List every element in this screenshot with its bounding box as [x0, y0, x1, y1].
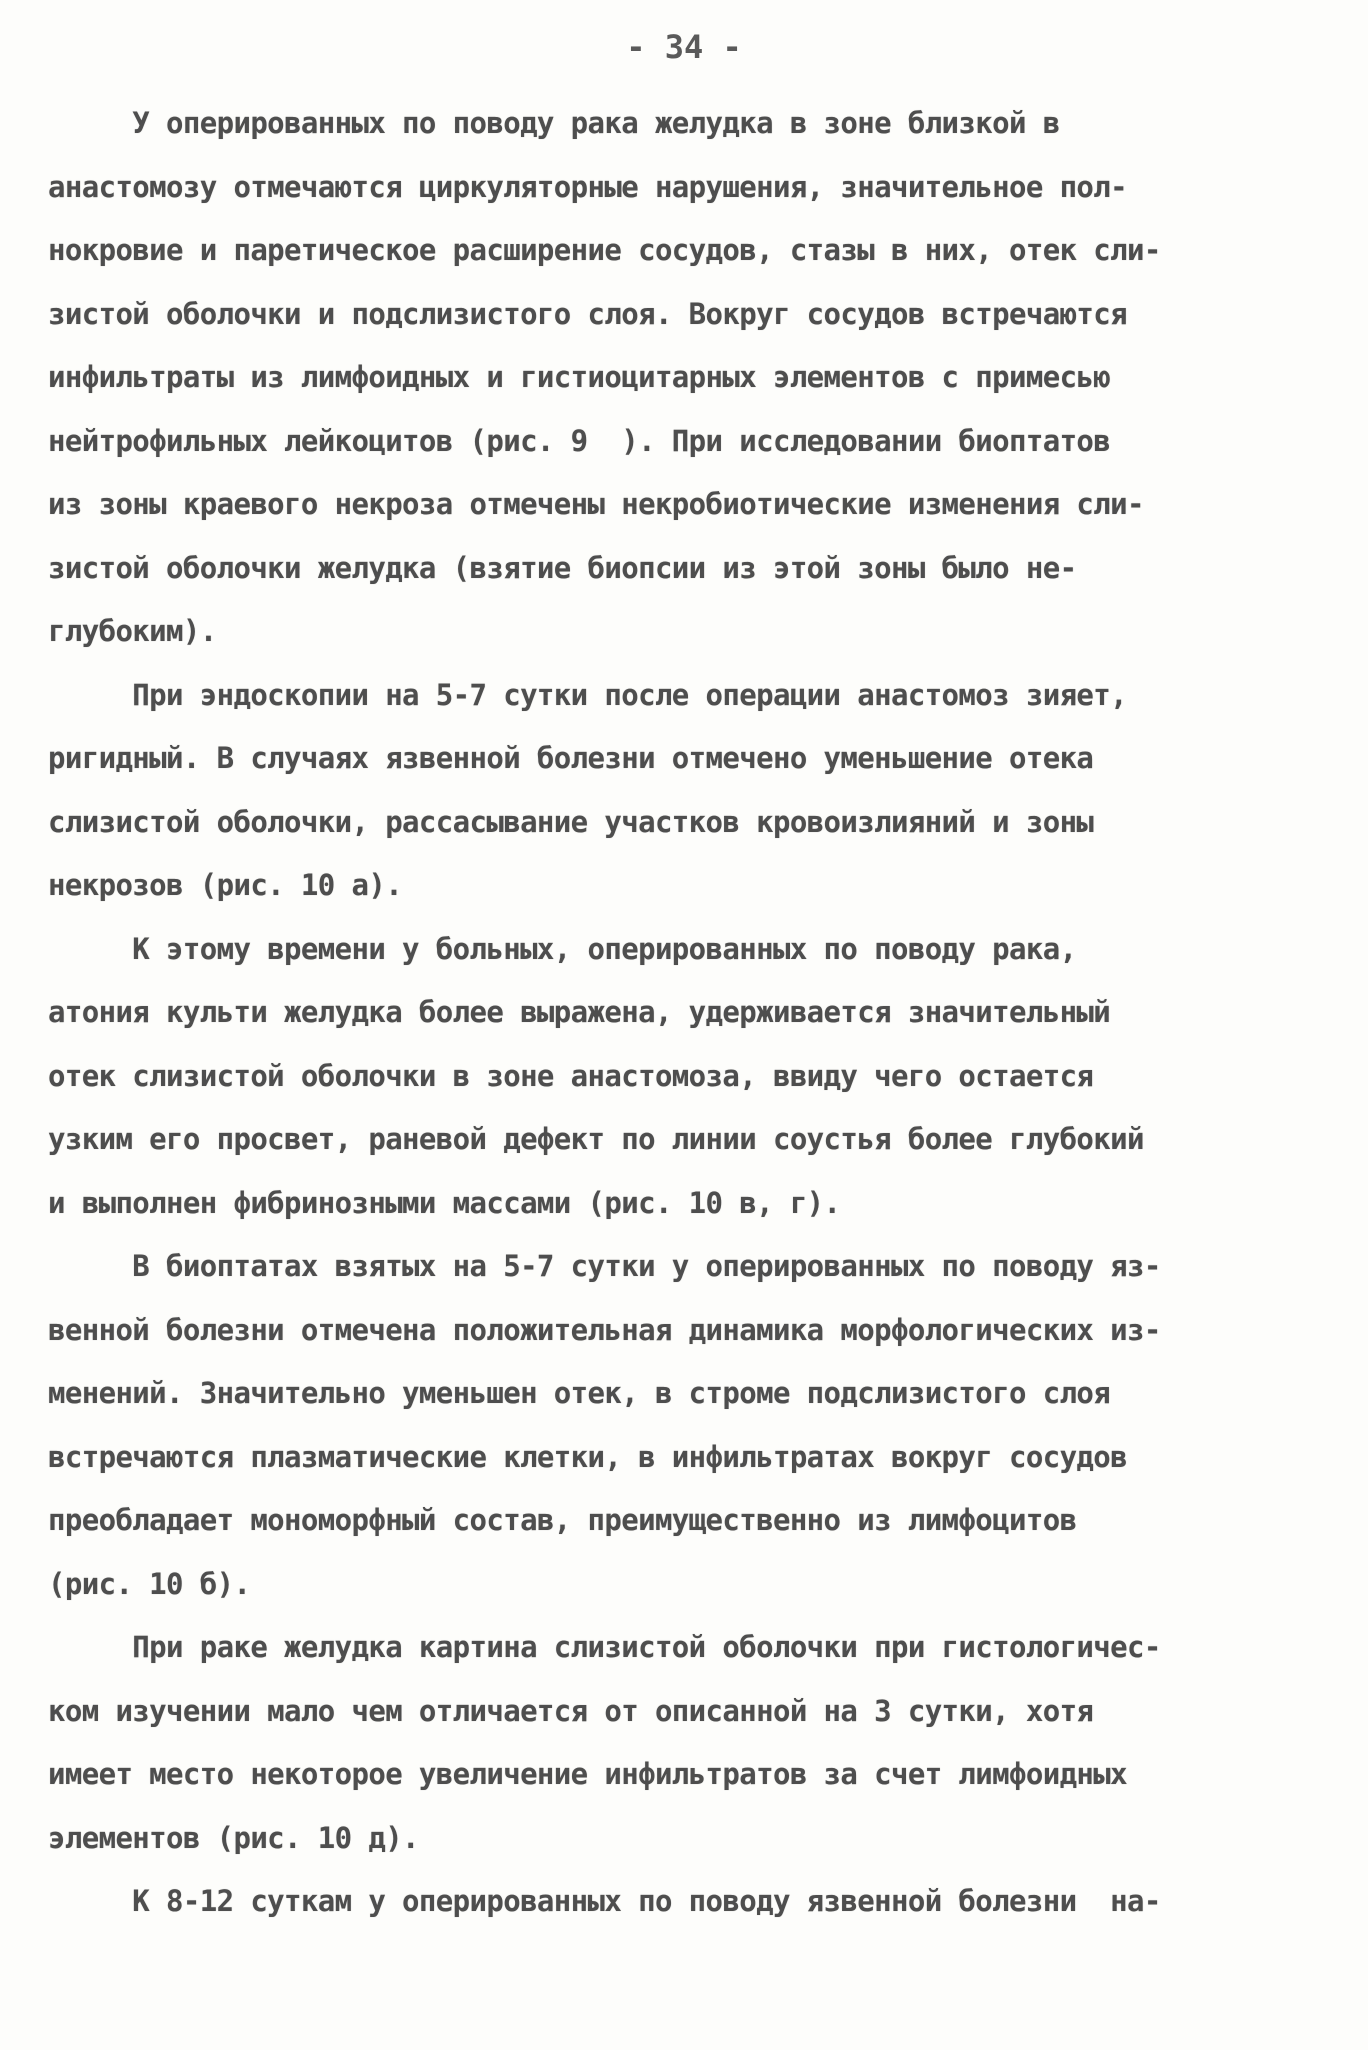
- text-line: зистой оболочки и подслизистого слоя. Вокруг сосудов встречаются: [48, 296, 1128, 331]
- text-line: (рис. 10 б).: [48, 1566, 251, 1601]
- text-line: слизистой оболочки, рассасывание участков кровоизлияний и зоны: [48, 804, 1094, 839]
- page-number: - 34 -: [626, 28, 742, 66]
- text-line: из зоны краевого некроза отмечены некробиотические изменения сли-: [48, 487, 1144, 521]
- text-line: отек слизистой оболочки в зоне анастомоза, ввиду чего остается: [48, 1058, 1094, 1093]
- text-line: менений. Значительно уменьшен отек, в строме подслизистого слоя: [48, 1376, 1111, 1410]
- text-line: преобладает мономорфный состав, преимущественно из лимфоцитов: [48, 1503, 1077, 1537]
- text-line: ригидный. В случаях язвенной болезни отмечено уменьшение отека: [48, 741, 1094, 775]
- text-line: имеет место некоторое увеличение инфильтратов за счет лимфоидных: [48, 1757, 1128, 1791]
- text-line: некрозов (рис. 10 а).: [48, 868, 403, 902]
- text-line: К 8-12 суткам у оперированных по поводу язвенной болезни на-: [48, 1884, 1161, 1918]
- text-line: К этому времени у больных, оперированных по поводу рака,: [48, 931, 1077, 966]
- text-line: встречаются плазматические клетки, в инфильтратах вокруг сосудов: [48, 1439, 1128, 1474]
- text-line: венной болезни отмечена положительная динамика морфологических из-: [48, 1312, 1161, 1347]
- text-line: нейтрофильных лейкоцитов (рис. 9 ). При исследовании биоптатов: [48, 423, 1111, 458]
- text-line: инфильтраты из лимфоидных и гистиоцитарных элементов с примесью: [48, 360, 1111, 394]
- text-line: У оперированных по поводу рака желудка в зоне близкой в: [48, 106, 1060, 140]
- text-line: При раке желудка картина слизистой оболочки при гистологичес-: [48, 1630, 1161, 1664]
- text-line: нокровие и паретическое расширение сосудов, стазы в них, отек сли-: [48, 233, 1161, 267]
- body-text: [48, 92, 1338, 1934]
- text-line: глубоким).: [48, 614, 217, 648]
- text-line: анастомозу отмечаются циркуляторные нарушения, значительное пол-: [48, 169, 1128, 204]
- text-line: атония культи желудка более выражена, удерживается значительный: [48, 995, 1111, 1029]
- text-line: При эндоскопии на 5-7 сутки после операции анастомоз зияет,: [48, 677, 1128, 712]
- text-line: зистой оболочки желудка (взятие биопсии из этой зоны было не-: [48, 550, 1077, 585]
- text-line: и выполнен фибринозными массами (рис. 10 в, г).: [48, 1185, 841, 1220]
- text-line: элементов (рис. 10 д).: [48, 1820, 419, 1855]
- text-line: узким его просвет, раневой дефект по линии соустья более глубокий: [48, 1122, 1144, 1156]
- text-line: В биоптатах взятых на 5-7 сутки у оперированных по поводу яз-: [48, 1249, 1161, 1283]
- text-line: ком изучении мало чем отличается от описанной на 3 сутки, хотя: [48, 1693, 1094, 1728]
